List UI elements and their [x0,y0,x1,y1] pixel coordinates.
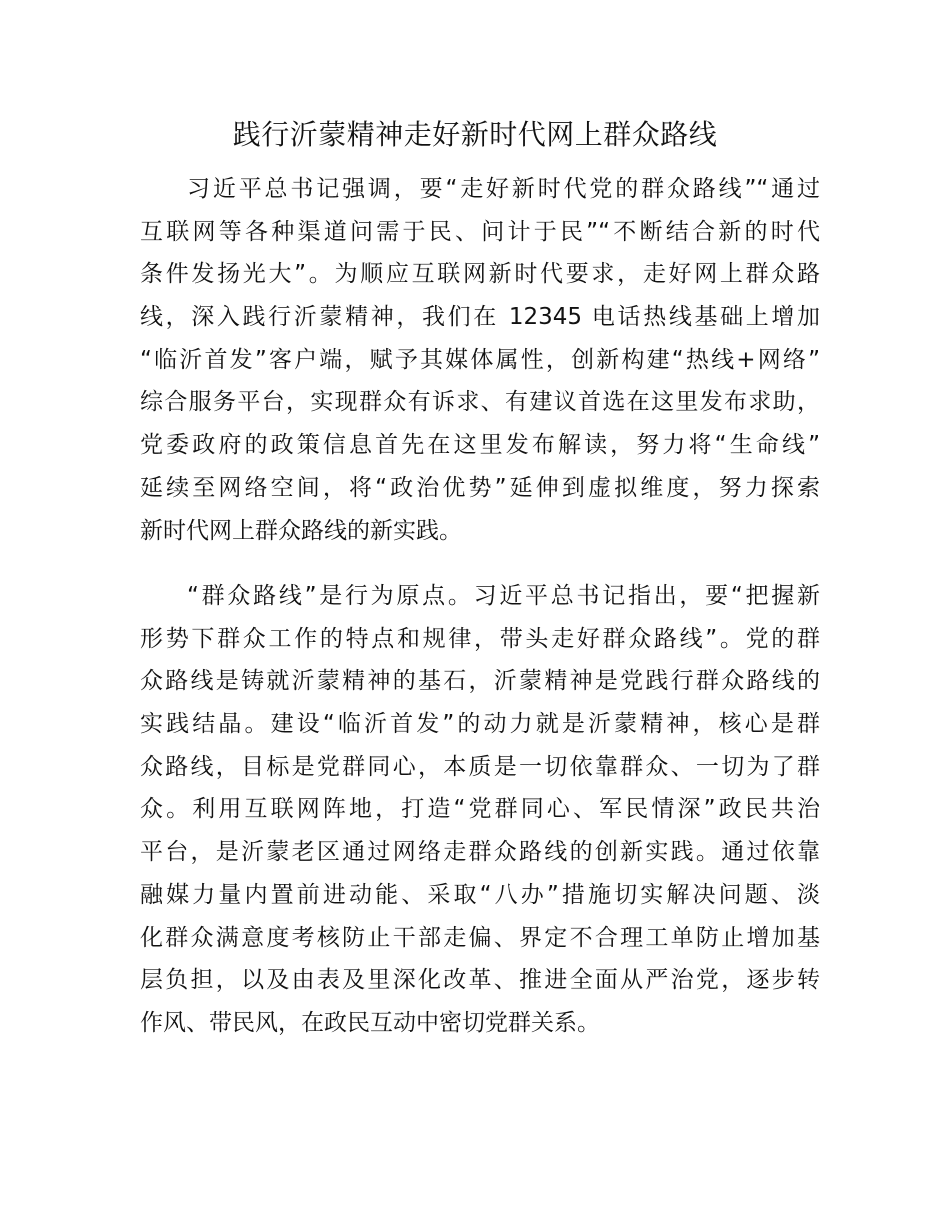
paragraph-line: 综合服务平台，实现群众有诉求、有建议首选在这里发布求助， [140,389,820,416]
paragraph-line: “群众路线”是行为原点。习近平总书记指出，要“把握新 [187,583,820,609]
paragraph-line: 形势下群众工作的特点和规律，带头走好群众路线”。党的群 [140,625,820,652]
paragraph-line: 层负担，以及由表及里深化改革、推进全面从严治党，逐步转 [140,967,820,994]
paragraph-line: 众。利用互联网阵地，打造“党群同心、军民情深”政民共治 [140,796,820,823]
paragraph-line: 党委政府的政策信息首先在这里发布解读，努力将“生命线” [140,432,820,459]
paragraph-line: 平台，是沂蒙老区通过网络走群众路线的创新实践。通过依靠 [140,839,820,866]
paragraph-line: 新时代网上群众路线的新实践。 [140,517,462,544]
paragraph-1 [140,168,820,552]
paragraph-line: 条件发扬光大”。为顺应互联网新时代要求，走好网上群众路 [140,261,820,288]
paragraph-line: 实践结晶。建设“临沂首发”的动力就是沂蒙精神，核心是群 [140,711,820,738]
paragraph-line: “临沂首发”客户端，赋予其媒体属性，创新构建“热线+网络” [140,346,820,373]
paragraph-line: 互联网等各种渠道问需于民、问计于民”“不断结合新的时代 [140,218,820,245]
paragraph-line: 众路线，目标是党群同心，本质是一切依靠群众、一切为了群 [140,753,820,780]
paragraph-2 [140,575,820,1045]
paragraph-line: 习近平总书记强调，要“走好新时代党的群众路线”“通过 [187,176,820,202]
paragraph-line: 作风、带民风，在政民互动中密切党群关系。 [140,1009,600,1036]
document-title: 践行沂蒙精神走好新时代网上群众路线 [232,118,718,151]
paragraph-line: 融媒力量内置前进动能、采取“八办”措施切实解决问题、淡 [140,881,820,908]
paragraph-line: 延续至网络空间，将“政治优势”延伸到虚拟维度，努力探索 [140,474,820,501]
paragraph-line: 化群众满意度考核防止干部走偏、界定不合理工单防止增加基 [140,924,820,951]
paragraph-line: 线，深入践行沂蒙精神，我们在 12345 电话热线基础上增加 [140,304,820,331]
paragraph-line: 众路线是铸就沂蒙精神的基石，沂蒙精神是党践行群众路线的 [140,668,820,695]
